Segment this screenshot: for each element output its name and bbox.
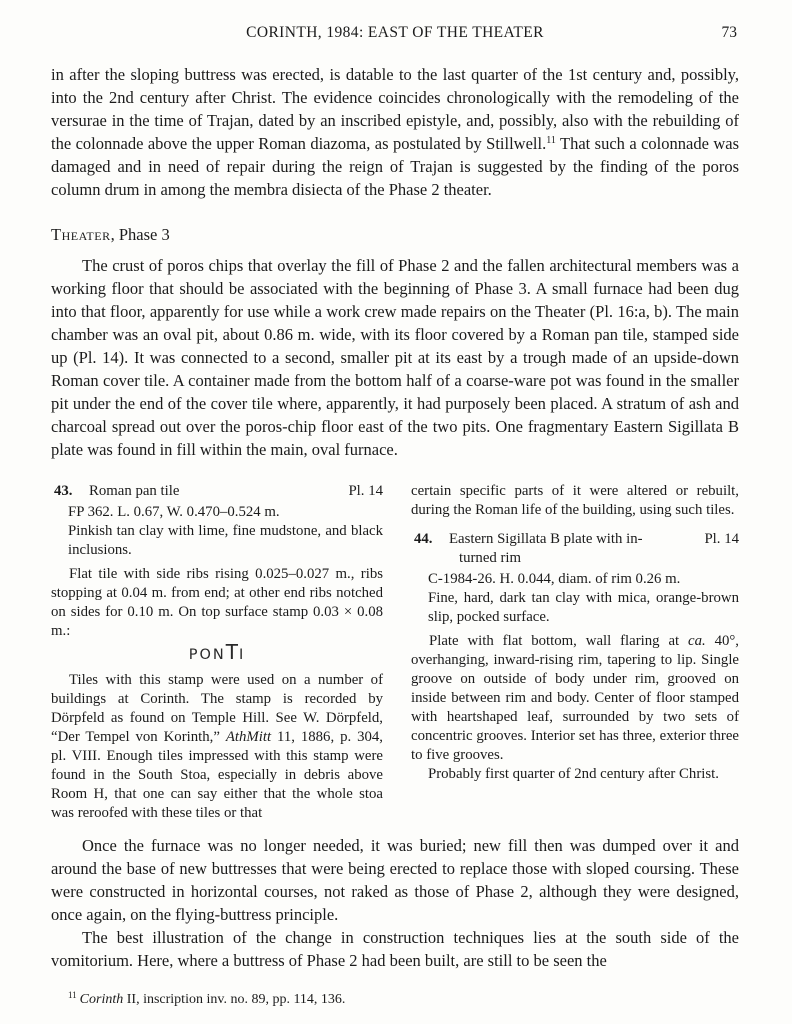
section-heading-rest: , Phase 3 [110, 225, 170, 244]
stamp-text-pre: PON [188, 647, 226, 663]
paragraph-phase3-furnace: The crust of poros chips that overlay the fill of Phase 2 and the fallen architectural members was a working floor that should be associated with the beginning of Phase 3. A small furnace had been dug into that floor, apparently for use while a work crew made repairs on the Theater (Pl. 16:a, b). The main chamber was an oval pit, about 0.86 m. wide, with its floor covered by a Roman pan tile, stamped side up (Pl. 14). It was connected to a second, smaller pit at its east by a trough made of an upside-down Roman cover tile. A container made from the bottom half of a coarse-ware pot was found in the smaller pit under the end of the cover tile where, apparently, it had purposely been placed. A stratum of ash and charcoal spread out over the poros-chip floor east of the two pits. One fragmentary Eastern Sigillata B plate was found in fill within the main, oval furnace. [51, 256, 739, 459]
footnote-11-work: Corinth [79, 992, 124, 1007]
footnote-11-text: II, inscription inv. no. 89, pp. 114, 136. [123, 992, 346, 1007]
entry-43-commentary-continuation: certain specific parts of it were altered or rebuilt, during the Roman life of the building, using such tiles. [411, 483, 739, 518]
entry-43-commentary-text: Tiles with this stamp were used on a number of buildings at Corinth. The stamp is recorded by Dörpfeld as found on Temple Hill. See W. Dörpfeld, “Der Tempel von Korinth,” [51, 672, 383, 745]
entry-44-description-ca: ca. [688, 633, 706, 649]
entry-43-header [51, 482, 383, 501]
entry-44-number: 44. [414, 531, 433, 547]
entry-44-header [411, 530, 739, 568]
entry-43-description: Flat tile with side ribs rising 0.025–0.027 m., ribs stopping at 0.04 m. from end; at other end ribs notched on sides for 0.10 m. On top surface stamp 0.03 × 0.08 m.: [51, 566, 383, 639]
entry-43-plate-ref: Pl. 14 [348, 483, 383, 499]
entry-43-fabric: Pinkish tan clay with lime, fine mudstone, and black inclusions. [68, 523, 383, 558]
entry-43-number: 43. [54, 483, 73, 499]
entry-44-title [449, 530, 696, 568]
paragraph-best-illustration: The best illustration of the change in construction techniques lies at the south side of the vomitorium. Here, where a buttress of Phase 2 had been built, are still to be seen the [51, 928, 739, 970]
paragraph-continuation [51, 63, 739, 201]
paragraph-continuation-text: in after the sloping buttress was erected, is datable to the last quarter of the 1st century and, possibly, into the 2nd century after Christ. The evidence coincides chronologically with the remodeling of the versurae in the time of Trajan, dated by an inscribed epistyle, and, possibly, also with the rebuilding of the colonnade above the upper Roman diazoma, as postulated by Stillwell. [51, 65, 739, 153]
entry-44-description-text: Plate with flat bottom, wall flaring at [429, 633, 689, 649]
entry-44-description-text2: 40°, overhanging, inward-rising rim, tapering to lip. Single groove on outside of body under rim, grooved on inside between rim and body. Center of floor stamped with heartshaped leaf, surrounded by two sets of concentric grooves. Interior set has three, exterior three to five grooves. [411, 633, 739, 763]
catalog-right-column [411, 482, 739, 823]
entry-43-title: Roman pan tile [89, 483, 180, 499]
page-header [51, 24, 739, 42]
page-number: 73 [721, 24, 737, 41]
entry-44-plate-ref: Pl. 14 [704, 531, 739, 547]
footnote-11 [51, 991, 739, 1009]
catalog-section [51, 482, 739, 823]
paragraph-furnace-buried: Once the furnace was no longer needed, it was buried; new fill then was dumped over it and around the base of new buttresses that were being erected to replace those with sloped coursing. These were constructed in horizontal courses, not raked as those of Phase 2, although they were designed, once again, on the flying-buttress principle. [51, 836, 739, 924]
entry-43-commentary-journal: AthMitt [225, 729, 272, 745]
paragraph-continuation-text2: That such a colonnade was damaged and in need of repair during the reign of Trajan is suggested by the finding of the poros column drum in among the membra disiecta of the Phase 2 theater. [51, 134, 739, 199]
entry-44-dimensions: C-1984-26. H. 0.044, diam. of rim 0.26 m. [428, 571, 681, 587]
stamp-text-post: I [238, 647, 246, 663]
entry-44-title-line1: Eastern Sigillata B plate with in- [449, 531, 643, 547]
entry-43-dimensions: FP 362. L. 0.67, W. 0.470–0.524 m. [68, 504, 280, 520]
entry-44-dating: Probably first quarter of 2nd century after Christ. [428, 766, 719, 782]
catalog-left-column [51, 482, 383, 823]
column-gap [383, 482, 411, 823]
running-title: CORINTH, 1984: EAST OF THE THEATER [246, 24, 544, 41]
section-heading-theater-phase-3 [51, 225, 739, 245]
entry-43-commentary-text2: 11, 1886, p. 304, pl. VIII. Enough tiles impressed with this stamp were found in the South Stoa, especially in debris above Room H, that one can say either that the whole stoa was reroofed with these tiles or that [51, 729, 383, 821]
footnote-11-marker: 11 [68, 990, 77, 1000]
tile-stamp-ponti [51, 642, 383, 666]
entry-43-commentary [51, 671, 383, 823]
entry-44-fabric: Fine, hard, dark tan clay with mica, orange-brown slip, pocked surface. [428, 590, 739, 625]
footnote-ref-11: 11 [546, 135, 556, 146]
entry-44-title-line2: turned rim [459, 550, 522, 566]
section-heading-smallcaps: Theater [51, 225, 111, 244]
entry-44-description [411, 632, 739, 765]
stamp-text-tall-t: T [225, 640, 238, 664]
